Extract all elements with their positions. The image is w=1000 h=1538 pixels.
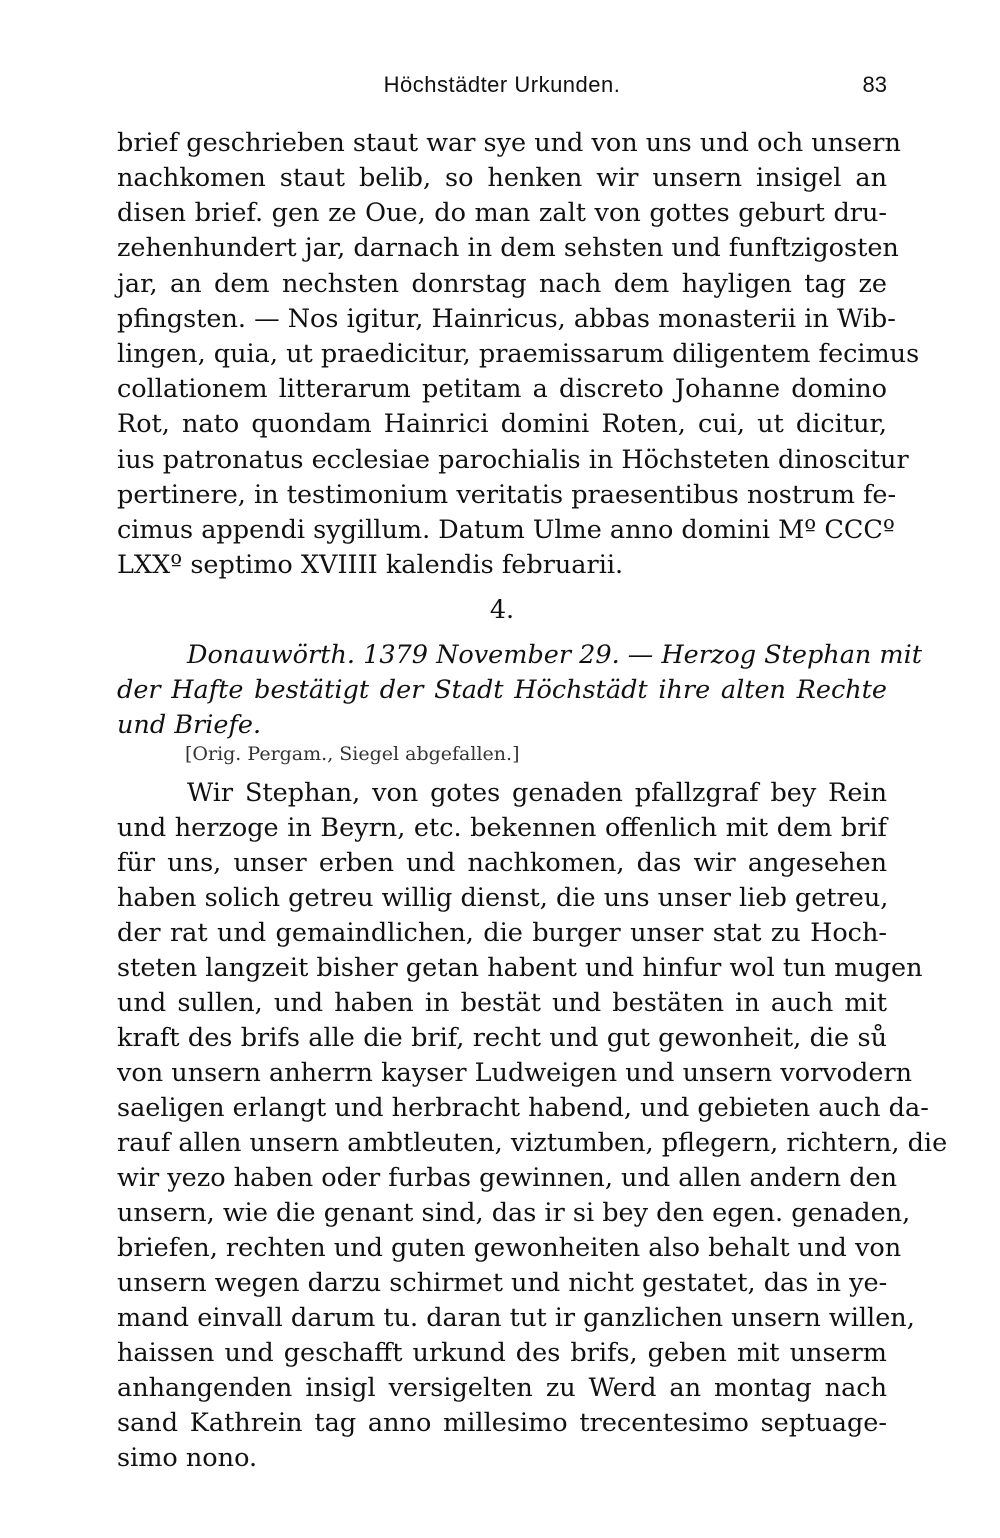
body-line: disen brief. gen ze Oue, do man zalt von gottes geburt dru- [117,198,887,228]
body-line: lingen, quia, ut praedicitur, praemissarum diligentem fecimus [117,339,920,369]
regest-line: und Briefe. [117,710,262,740]
charter-line: unsern, wie die genant sind, das ir si bey den egen. genaden, [117,1198,911,1228]
charter-line: kraft des brifs alle die brif, recht und gut gewonheit, die sů [117,1023,887,1053]
body-line: Rot, nato quondam Hainrici domini Roten, cui, ut dicitur, [117,409,887,439]
charter-line: saeligen erlangt und herbracht habend, und gebieten auch da- [117,1093,929,1123]
regest-line: der Hafte bestätigt der Stadt Höchstädt ihre alten Rechte [117,675,887,705]
charter-line: rauf allen unsern ambtleuten, viztumben, pflegern, richtern, die [117,1128,948,1158]
page-number: 83 [862,72,887,97]
document-number: 4. [489,595,515,625]
charter-line: und herzoge in Beyrn, etc. bekennen offenlich mit dem brif [117,813,887,843]
source-note: [Orig. Pergam., Siegel abgefallen.] [185,743,520,765]
body-line: pfingsten. — Nos igitur, Hainricus, abbas monasterii in Wib- [117,304,896,334]
charter-line: steten langzeit bisher getan habent und hinfur wol tun mugen [117,953,923,983]
body-line: ius patronatus ecclesiae parochialis in Höchsteten dinoscitur [117,445,909,475]
charter-line: der rat und gemaindlichen, die burger unser stat zu Hoch- [117,918,887,948]
running-head [117,68,887,104]
body-line: brief geschrieben staut war sye und von uns und och unsern [117,128,901,158]
charter-text [117,776,948,1476]
charter-line: anhangenden insigl versigelten zu Werd an montag nach [117,1373,887,1403]
body-line: LXXº septimo XVIIII kalendis februarii. [117,550,624,580]
body-line: zehenhundert jar, darnach in dem sehsten und funftzigosten [117,233,899,263]
charter-line: wir yezo haben oder furbas gewinnen, und allen andern den [117,1163,898,1193]
charter-line: sand Kathrein tag anno millesimo trecentesimo septuage- [117,1408,887,1438]
charter-line: unsern wegen darzu schirmet und nicht gestatet, das in ye- [117,1268,888,1298]
body-line: cimus appendi sygillum. Datum Ulme anno domini Mº CCCº [117,515,895,545]
body-line: nachkomen staut belib, so henken wir unsern insigel an [117,163,887,193]
charter-line: briefen, rechten und guten gewonheiten also behalt und von [117,1233,902,1263]
body-line: collationem litterarum petitam a discreto Johanne domino [117,374,887,404]
charter-line: simo nono. [117,1443,258,1473]
running-title: Höchstädter Urkunden. [383,72,621,97]
charter-line: haben solich getreu willig dienst, die uns unser lieb getreu, [117,883,889,913]
body-line: pertinere, in testimonium veritatis praesentibus nostrum fe- [117,480,897,510]
charter-line: von unsern anherrn kayser Ludweigen und unsern vorvodern [117,1058,913,1088]
body-line: jar, an dem nechsten donrstag nach dem hayligen tag ze [117,269,887,299]
charter-line: Wir Stephan, von gotes genaden pfallzgraf bey Rein [187,778,887,808]
charter-line: für uns, unser erben und nachkomen, das wir angesehen [117,848,887,878]
charter-line: haissen und geschafft urkund des brifs, geben mit unserm [117,1338,887,1368]
regest-line: Donauwörth. 1379 November 29. — Herzog Stephan mit [187,640,923,670]
charter-line: mand einvall darum tu. daran tut ir ganzlichen unsern willen, [117,1303,915,1333]
charter-line: und sullen, und haben in bestät und bestäten in auch mit [117,988,887,1018]
